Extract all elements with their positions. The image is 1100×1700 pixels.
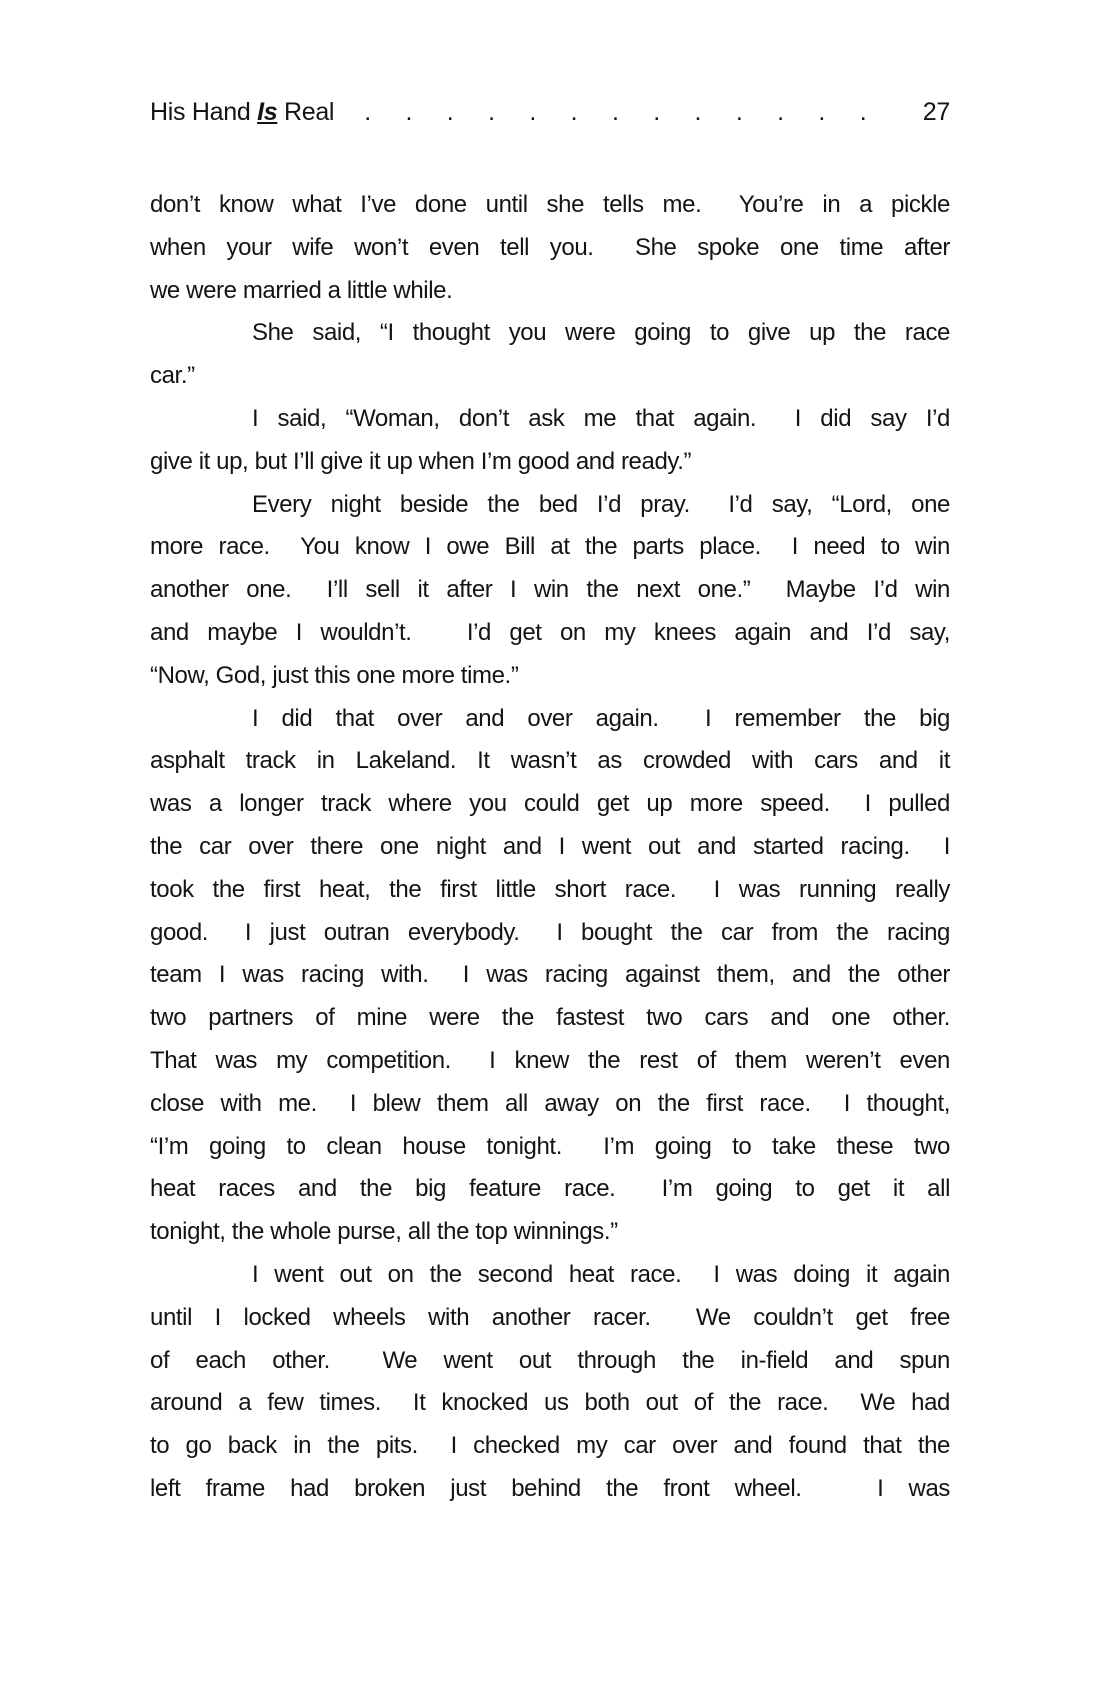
text-line: team I was racing with. I was racing against them, and the other	[150, 961, 950, 989]
text-line: until I locked wheels with another racer. We couldn’t get free	[150, 1303, 950, 1331]
body-text	[150, 184, 950, 1511]
text-line: the car over there one night and I went out and started racing. I	[150, 832, 950, 860]
text-line: don’t know what I’ve done until she tells me. You’re in a pickle	[150, 191, 950, 218]
text-line: of each other. We went out through the in-field and spun	[150, 1346, 950, 1374]
text-line: good. I just outran everybody. I bought the car from the racing	[150, 918, 950, 946]
text-line: was a longer track where you could get up more speed. I pulled	[150, 790, 950, 818]
running-title	[150, 98, 334, 127]
dot-leader: . . . . . . . . . . . . .	[364, 98, 867, 126]
text-line: around a few times. It knocked us both out of the race. We had	[150, 1389, 950, 1417]
text-line: That was my competition. I knew the rest of them weren’t even	[150, 1046, 950, 1074]
page-number: 27	[922, 98, 950, 126]
page-header	[150, 98, 950, 127]
text-line: we were married a little while.	[150, 276, 453, 304]
running-title-suffix: Real	[277, 98, 335, 126]
text-line: car.”	[150, 362, 195, 390]
text-line: I said, “Woman, don’t ask me that again. I did say I’d	[252, 404, 950, 432]
text-line: close with me. I blew them all away on the first race. I thought,	[150, 1089, 950, 1117]
text-line: She said, “I thought you were going to give up the race	[252, 319, 950, 347]
text-line: asphalt track in Lakeland. It wasn’t as crowded with cars and it	[150, 747, 950, 775]
text-line: more race. You know I owe Bill at the parts place. I need to win	[150, 533, 950, 561]
text-line: give it up, but I’ll give it up when I’m good and ready.”	[150, 447, 692, 475]
text-line: when your wife won’t even tell you. She spoke one time after	[150, 233, 950, 261]
text-line: and maybe I wouldn’t. I’d get on my knees again and I’d say,	[150, 618, 950, 646]
text-line: “Now, God, just this one more time.”	[150, 661, 519, 689]
text-line: another one. I’ll sell it after I win the next one.” Maybe I’d win	[150, 576, 950, 604]
text-line: I went out on the second heat race. I was doing it again	[252, 1260, 950, 1288]
running-title-prefix: His Hand	[150, 98, 258, 126]
running-title-emphasis: Is	[257, 98, 278, 126]
text-line: I did that over and over again. I remember the big	[252, 704, 950, 732]
text-line: took the first heat, the first little short race. I was running really	[150, 875, 950, 903]
text-line: heat races and the big feature race. I’m going to get it all	[150, 1175, 950, 1203]
text-line: left frame had broken just behind the front wheel. I was	[150, 1474, 950, 1502]
text-line: tonight, the whole purse, all the top winnings.”	[150, 1218, 618, 1246]
text-line: “I’m going to clean house tonight. I’m going to take these two	[150, 1132, 950, 1160]
text-line: Every night beside the bed I’d pray. I’d say, “Lord, one	[252, 490, 950, 518]
text-line: to go back in the pits. I checked my car over and found that the	[150, 1432, 950, 1460]
text-line: two partners of mine were the fastest two cars and one other.	[150, 1004, 950, 1032]
